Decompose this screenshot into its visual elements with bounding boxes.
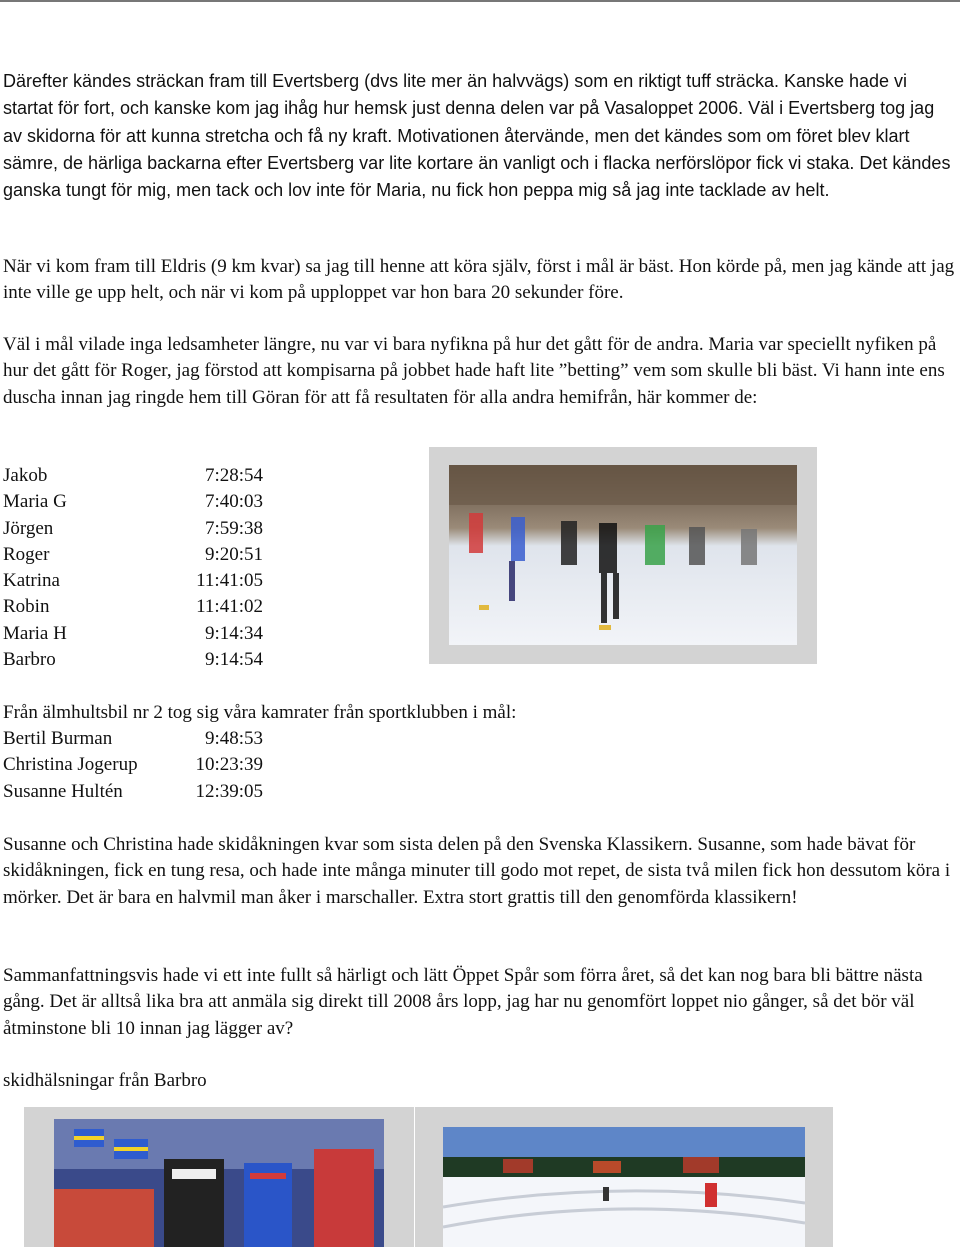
result-name: Maria G [3, 491, 67, 513]
result-name: Bertil Burman [3, 727, 113, 749]
result-time: 9:14:54 [204, 649, 263, 671]
result-name: Jakob [3, 465, 48, 486]
paragraph-finish [3, 332, 958, 411]
result-row [3, 594, 423, 620]
result-row [3, 568, 423, 594]
result-name: Christina Jogerup [3, 754, 138, 776]
club-result-row [3, 752, 423, 778]
top-rule [0, 0, 960, 2]
paragraph-segment: Därefter kändes sträckan fram till Evertsberg (dvs lite mer än halvvägs) som en riktigt tuff sträcka. Kanske hade vi startat för fort, och kanske kom jag ihåg hur hemsk just denna delen var på Vasaloppet 2006. Väl i Evertsberg tog jag av skidorna för att kunna stretcha och få ny kraft. [3, 71, 935, 146]
result-name: Robin [3, 596, 50, 618]
result-time: 7:59:38 [204, 517, 263, 539]
result-name: Maria H [3, 622, 67, 644]
result-time: 12:39:05 [195, 780, 263, 802]
skiers-image [449, 465, 797, 645]
landscape-photo [415, 1107, 833, 1247]
result-time: 9:20:51 [204, 543, 263, 565]
result-time: 11:41:02 [196, 596, 263, 618]
result-name: Barbro [3, 649, 56, 671]
paragraph-segment: Vi hann inte ens duscha innan jag ringde hem till Göran för att få resultaten för alla andra hemifrån, här kommer de: [3, 360, 945, 408]
paragraph-eldris [3, 254, 958, 307]
result-name: Jörgen [3, 517, 54, 539]
result-time: 7:28:54 [204, 465, 263, 486]
paragraph-segment: När vi kom fram till Eldris (9 km kvar) sa jag till henne att köra själv, först i mål är bäst. [3, 256, 679, 277]
result-time: 11:41:05 [196, 570, 263, 592]
result-row [3, 647, 423, 673]
result-row [3, 489, 423, 515]
club-result-row [3, 726, 423, 752]
crowd-image [54, 1119, 384, 1247]
result-row [3, 542, 423, 568]
result-time: 10:23:39 [195, 754, 263, 776]
paragraph-segment: Maria var speciellt nyfiken på hur det gått för Roger, jag förstod att kompisarna på jobbet hade haft lite ”betting” vem som skulle bli bäst. [3, 334, 937, 382]
landscape-image [443, 1127, 805, 1247]
result-time: 9:14:34 [204, 622, 263, 644]
club-intro: Från älmhultsbil nr 2 tog sig våra kamrater från sportklubben i mål: [3, 701, 517, 723]
paragraph-segment: Det kändes ganska tungt för mig, men tack och lov inte för Maria, nu fick hon peppa mig så jag inte tacklade av helt. [3, 152, 951, 201]
result-row [3, 621, 423, 647]
result-name: Katrina [3, 570, 60, 592]
result-time: 9:48:53 [204, 727, 263, 749]
crowd-photo [24, 1107, 414, 1247]
paragraph-segment: Väl i mål vilade inga ledsamheter längre, nu var vi bara nyfikna på hur det gått för de andra. [3, 334, 709, 355]
result-time: 7:40:03 [204, 491, 263, 513]
result-row [3, 463, 423, 489]
paragraph-evertsberg [3, 68, 958, 204]
signoff: skidhälsningar från Barbro [3, 1070, 207, 1091]
paragraph-segment: Motivationen återvände, men det kändes som om föret blev klart sämre, de härliga backarna efter Evertsberg var lite kortare än vanligt och i flacka nerförslöpor fick vi staka. [3, 125, 910, 173]
result-name: Roger [3, 543, 50, 565]
paragraph-segment: Hon körde på, men jag kände att jag inte ville ge upp helt, och när vi kom på upploppet var hon bara 20 sekunder före. [3, 256, 955, 304]
club-result-row [3, 779, 423, 805]
results-list [3, 463, 517, 805]
result-row [3, 516, 423, 542]
result-name: Susanne Hultén [3, 780, 123, 802]
paragraph-susanne: Susanne och Christina hade skidåkningen kvar som sista delen på den Svenska Klassikern. Susanne, som hade bävat för skidåkningen, fick en tung resa, och hade inte många minuter till godo mot repet, de sista två milen fick hon dessutom köra i mörker. Det är bara en halvmil man åker i marschaller. Extra stort grattis till den genomförda klassikern! [3, 834, 951, 908]
paragraph-summary: Sammanfattningsvis hade vi ett inte fullt så härligt och lätt Öppet Spår som förra året, så det kan nog bara bli bättre nästa gång. Det är alltså lika bra att anmäla sig direkt till 2008 års lopp, jag har nu genomfört loppet nio gånger, så det bör väl åtminstone bli 10 innan jag lägger av? [3, 965, 923, 1039]
skiers-photo [429, 447, 817, 664]
